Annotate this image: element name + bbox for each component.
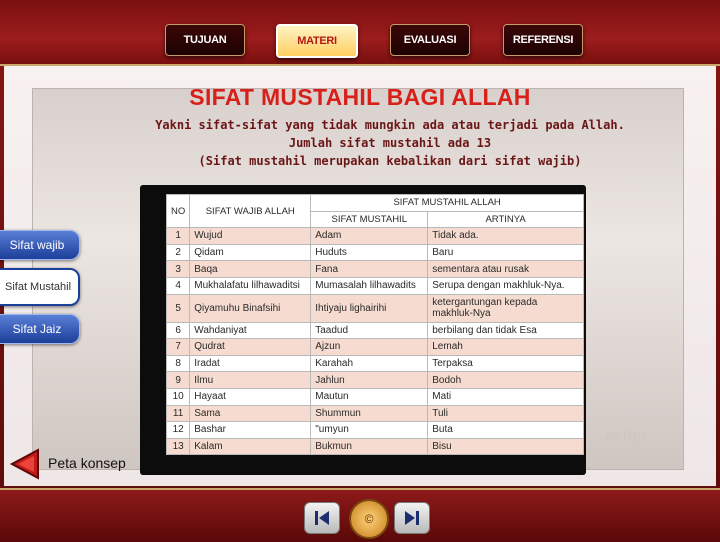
cell-no: 3 (167, 261, 190, 278)
table-row (167, 372, 584, 389)
cell-sifat-wajib: Bashar (190, 422, 311, 439)
table-body (167, 228, 584, 455)
cell-sifat-wajib: Qiyamuhu Binafsihi (190, 294, 311, 322)
home-circle-icon: © (364, 512, 374, 526)
cell-sifat-wajib: Wujud (190, 228, 311, 245)
cell-artinya: Baru (428, 244, 584, 261)
cell-artinya: Bisu (428, 438, 584, 455)
cell-artinya: Lemah (428, 339, 584, 356)
peta-konsep-link[interactable] (8, 447, 148, 481)
cell-sifat-mustahil: Ajzun (311, 339, 428, 356)
cell-artinya: Tuli (428, 405, 584, 422)
table-row (167, 339, 584, 356)
header-sifat-wajib: SIFAT WAJIB ALLAH (190, 195, 311, 228)
cell-sifat-mustahil: Ihtiyaju lighairihi (311, 294, 428, 322)
cell-artinya: Tidak ada. (428, 228, 584, 245)
cell-no: 9 (167, 372, 190, 389)
cell-sifat-mustahil: Jahlun (311, 372, 428, 389)
cell-sifat-wajib: Qidam (190, 244, 311, 261)
table-row (167, 422, 584, 439)
cell-sifat-mustahil: Shummun (311, 405, 428, 422)
table-row (167, 322, 584, 339)
watermark-text: esign (605, 428, 647, 445)
table-row (167, 294, 584, 322)
table-row (167, 228, 584, 245)
cell-sifat-mustahil: Huduts (311, 244, 428, 261)
cell-no: 8 (167, 355, 190, 372)
table-row (167, 355, 584, 372)
table-row (167, 438, 584, 455)
cell-no: 11 (167, 405, 190, 422)
cell-sifat-wajib: Baqa (190, 261, 311, 278)
table-row (167, 244, 584, 261)
side-nav-sifat-mustahil[interactable]: Sifat Mustahil (0, 268, 80, 306)
next-button-icon (402, 509, 422, 527)
table-row (167, 277, 584, 294)
cell-no: 10 (167, 388, 190, 405)
sifat-table (166, 194, 584, 455)
cell-sifat-wajib: Wahdaniyat (190, 322, 311, 339)
cell-no: 13 (167, 438, 190, 455)
next-button[interactable] (394, 502, 430, 534)
table-row (167, 388, 584, 405)
cell-sifat-wajib: Kalam (190, 438, 311, 455)
cell-sifat-wajib: Mukhalafatu lilhawaditsi (190, 277, 311, 294)
cell-artinya: Terpaksa (428, 355, 584, 372)
cell-no: 12 (167, 422, 190, 439)
header-sifat-mustahil: SIFAT MUSTAHIL (311, 211, 428, 228)
home-button[interactable] (349, 499, 389, 539)
cell-sifat-mustahil: "umyun (311, 422, 428, 439)
top-nav-bar (0, 0, 720, 66)
cell-artinya: Bodoh (428, 372, 584, 389)
header-no: NO (167, 195, 190, 228)
prev-button[interactable] (304, 502, 340, 534)
nav-tujuan-button[interactable]: TUJUAN (165, 24, 245, 56)
cell-no: 4 (167, 277, 190, 294)
cell-artinya: ketergantungan kepada makhluk-Nya (428, 294, 584, 322)
subtitle-line-2: Jumlah sifat mustahil ada 13 (288, 136, 492, 150)
cell-artinya: sementara atau rusak (428, 261, 584, 278)
cell-artinya: Mati (428, 388, 584, 405)
table-row (167, 405, 584, 422)
nav-materi-button[interactable]: MATERI (276, 24, 358, 58)
cell-artinya: Serupa dengan makhluk-Nya. (428, 277, 584, 294)
header-sifat-mustahil-allah: SIFAT MUSTAHIL ALLAH (311, 195, 584, 212)
prev-button-icon (312, 509, 332, 527)
table-row (167, 261, 584, 278)
table-panel (140, 185, 586, 475)
subtitle-line-1: Yakni sifat-sifat yang tidak mungkin ada atau terjadi pada Allah. (155, 118, 625, 132)
side-nav-sifat-wajib[interactable]: Sifat wajib (0, 230, 80, 260)
cell-sifat-mustahil: Mumasalah lilhawadits (311, 277, 428, 294)
nav-evaluasi-button[interactable]: EVALUASI (390, 24, 470, 56)
cell-sifat-wajib: Hayaat (190, 388, 311, 405)
subtitle-line-3: (Sifat mustahil merupakan kebalikan dari sifat wajib) (198, 154, 582, 168)
cell-sifat-mustahil: Adam (311, 228, 428, 245)
cell-no: 2 (167, 244, 190, 261)
cell-no: 7 (167, 339, 190, 356)
cell-no: 5 (167, 294, 190, 322)
cell-sifat-wajib: Qudrat (190, 339, 311, 356)
cell-artinya: berbilang dan tidak Esa (428, 322, 584, 339)
cell-sifat-mustahil: Mautun (311, 388, 428, 405)
cell-artinya: Buta (428, 422, 584, 439)
page-title: SIFAT MUSTAHIL BAGI ALLAH (189, 84, 531, 110)
peta-konsep-label: Peta konsep (48, 455, 126, 471)
nav-referensi-button[interactable]: REFERENSI (503, 24, 583, 56)
cell-sifat-wajib: Ilmu (190, 372, 311, 389)
cell-sifat-mustahil: Karahah (311, 355, 428, 372)
header-artinya: ARTINYA (428, 211, 584, 228)
cell-sifat-wajib: Sama (190, 405, 311, 422)
back-arrow-icon (8, 447, 42, 481)
cell-sifat-mustahil: Fana (311, 261, 428, 278)
side-nav-sifat-jaiz[interactable]: Sifat Jaiz (0, 314, 80, 344)
cell-sifat-mustahil: Bukmun (311, 438, 428, 455)
cell-no: 6 (167, 322, 190, 339)
cell-sifat-wajib: Iradat (190, 355, 311, 372)
cell-sifat-mustahil: Taadud (311, 322, 428, 339)
cell-no: 1 (167, 228, 190, 245)
